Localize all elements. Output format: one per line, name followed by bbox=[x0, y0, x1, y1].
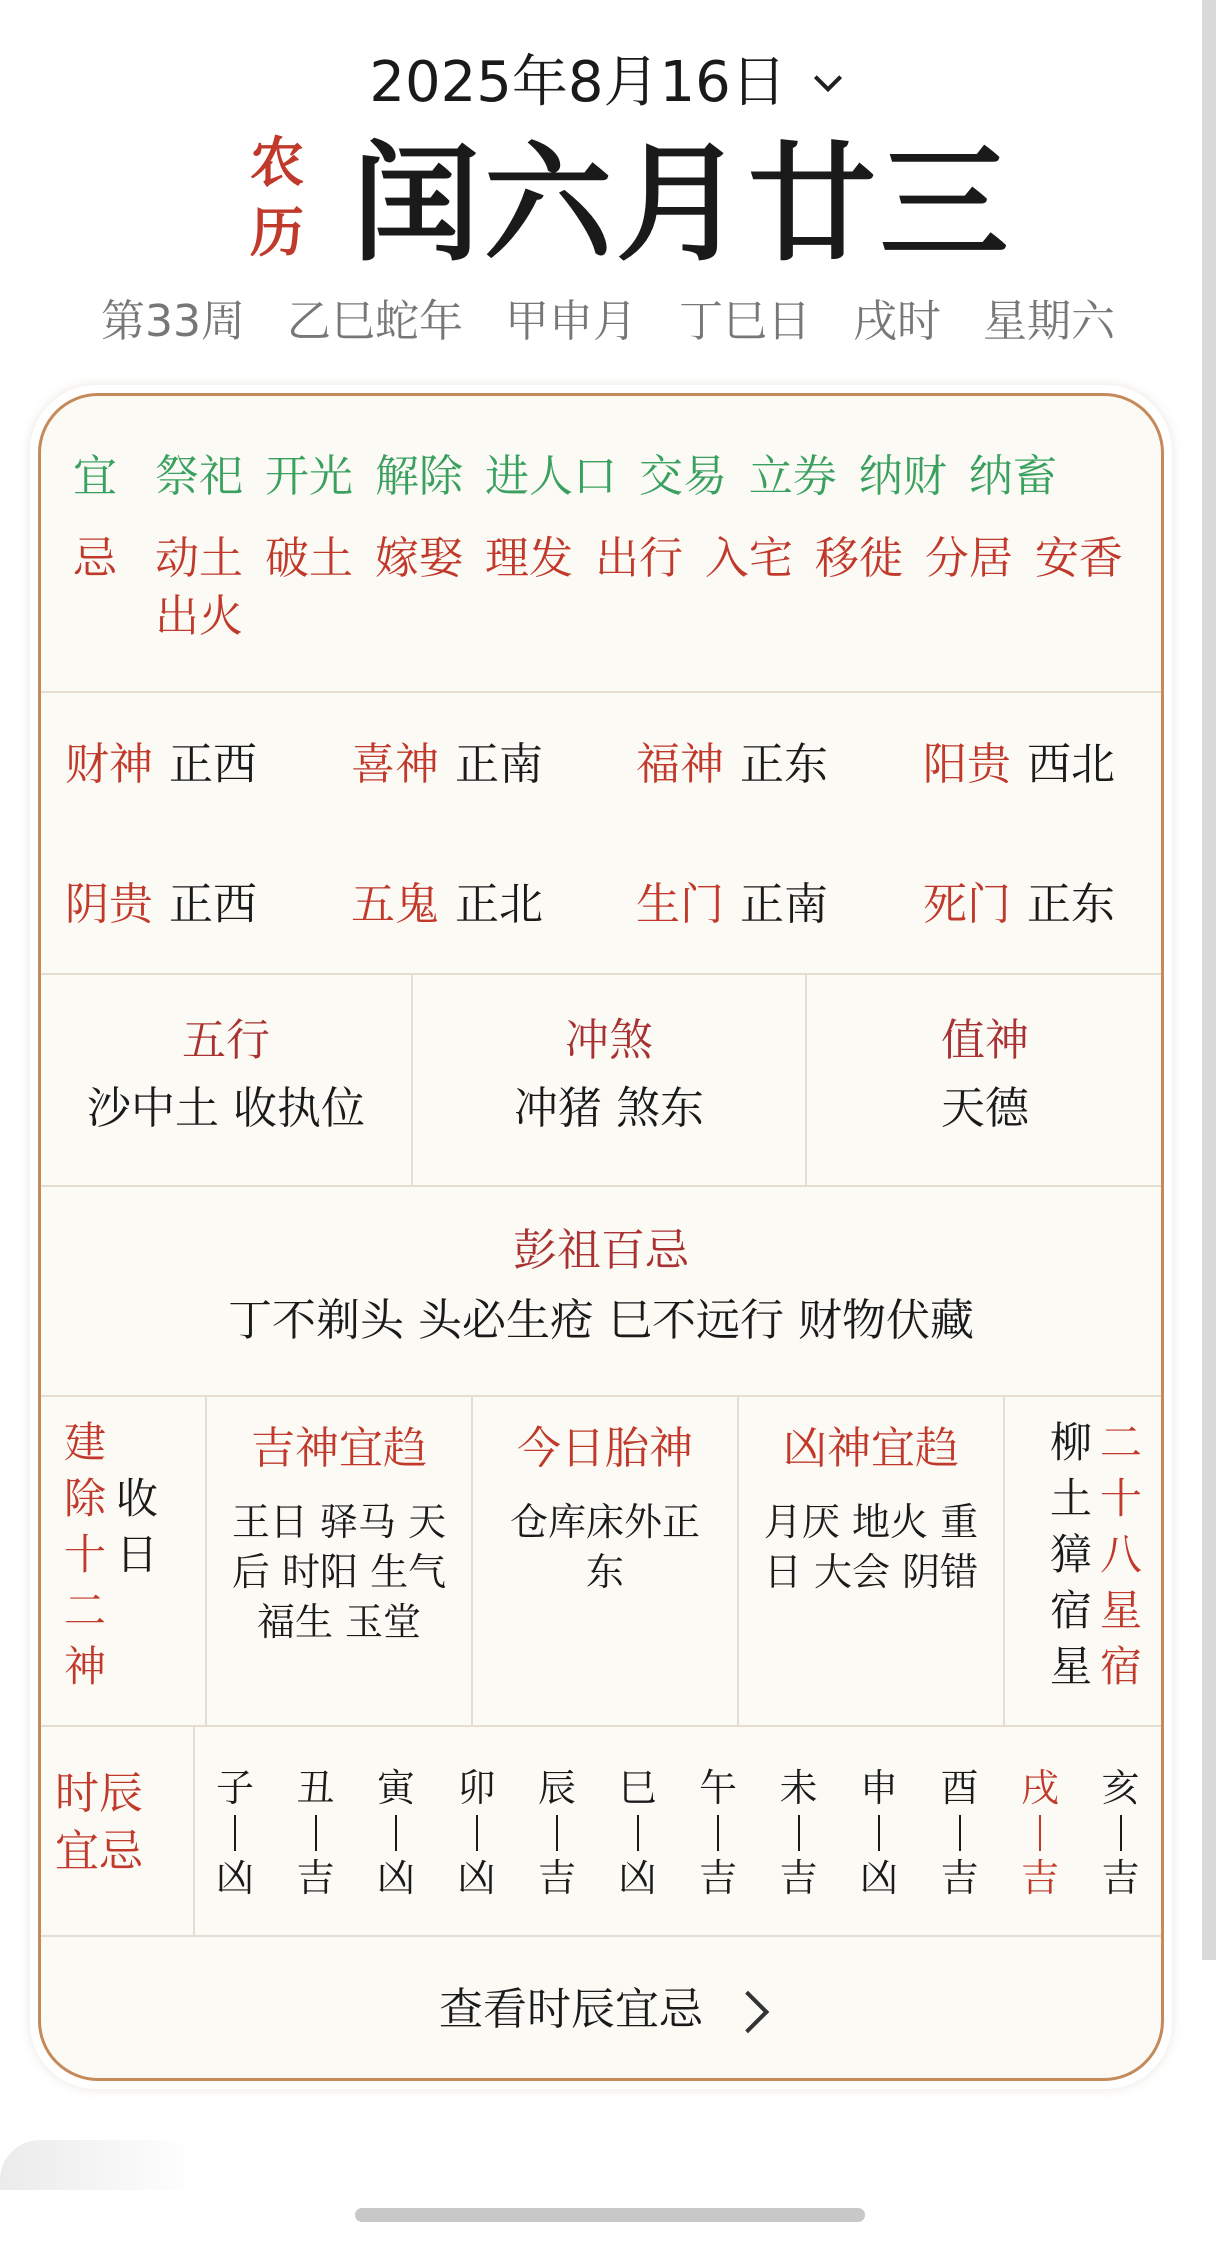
ganzhi-month: 甲申月 bbox=[505, 296, 637, 347]
hour-divider bbox=[556, 1815, 558, 1851]
hour-branch: 寅 bbox=[376, 1766, 415, 1810]
gods-directions bbox=[41, 691, 1161, 973]
god-item: 死门 正东 bbox=[923, 879, 1115, 930]
hour-divider bbox=[395, 1815, 397, 1851]
hour-result: 凶 bbox=[376, 1856, 415, 1900]
hour-branch: 子 bbox=[215, 1766, 254, 1810]
zhishen-cell: 值神 天德 bbox=[941, 1015, 1029, 1134]
hour-result: 凶 bbox=[457, 1856, 496, 1900]
hour-divider bbox=[315, 1815, 317, 1851]
shen-section bbox=[41, 1395, 1161, 1725]
hours-label: 时辰 宜忌 bbox=[55, 1768, 143, 1877]
god-item: 福神 正东 bbox=[636, 739, 828, 790]
chongsha-cell: 冲煞 冲猪 煞东 bbox=[514, 1015, 704, 1134]
hour-branch: 戌 bbox=[1020, 1766, 1059, 1810]
hour-item[interactable] bbox=[859, 1765, 899, 1901]
hour-divider bbox=[798, 1815, 800, 1851]
hour-divider bbox=[1120, 1815, 1122, 1851]
yi-text: 祭祀 开光 解除 进人口 交易 立券 纳财 纳畜 bbox=[155, 451, 1057, 502]
hour-item[interactable] bbox=[618, 1765, 658, 1901]
god-item: 阴贵 正西 bbox=[65, 879, 257, 930]
chevron-right-icon bbox=[727, 1991, 769, 2033]
hour-branch: 申 bbox=[859, 1766, 898, 1810]
hour-branch: 辰 bbox=[537, 1766, 576, 1810]
hour-result: 吉 bbox=[698, 1856, 737, 1900]
hour-result: 吉 bbox=[537, 1856, 576, 1900]
hour-item[interactable] bbox=[698, 1765, 738, 1901]
hour-item[interactable] bbox=[296, 1765, 336, 1901]
chevron-down-icon[interactable] bbox=[809, 64, 847, 102]
pengzu-title: 彭祖百忌 bbox=[513, 1225, 689, 1276]
hour-item[interactable] bbox=[537, 1765, 577, 1901]
hour-result: 吉 bbox=[1020, 1856, 1059, 1900]
hour-result: 吉 bbox=[296, 1856, 335, 1900]
date-selector[interactable] bbox=[0, 40, 1216, 123]
pengzu-text: 丁不剃头 头必生疮 巳不远行 财物伏藏 bbox=[228, 1295, 974, 1346]
almanac-card bbox=[38, 393, 1164, 2081]
hour-branch: 卯 bbox=[457, 1766, 496, 1810]
hour-divider bbox=[717, 1815, 719, 1851]
week-number: 第33周 bbox=[101, 296, 245, 347]
hour-branch: 午 bbox=[698, 1766, 737, 1810]
ganzhi-year: 乙巳蛇年 bbox=[287, 296, 463, 347]
hour-branch: 未 bbox=[779, 1766, 818, 1810]
date-info-row bbox=[0, 292, 1216, 352]
lunar-tag-char: 农 bbox=[250, 131, 304, 194]
hour-result: 凶 bbox=[618, 1856, 657, 1900]
xiongshen-cell: 凶神宜趋 月厌 地火 重日 大会 阴错 bbox=[763, 1423, 979, 1594]
hour-divider bbox=[234, 1815, 236, 1851]
hour-divider bbox=[1039, 1815, 1041, 1851]
jishen-cell: 吉神宜趋 王日 驿马 天后 时阳 生气 福生 玉堂 bbox=[231, 1423, 447, 1644]
yi-label: 宜 bbox=[73, 451, 117, 502]
hour-divider bbox=[637, 1815, 639, 1851]
hour-branch: 丑 bbox=[296, 1766, 335, 1810]
hour-item[interactable] bbox=[1020, 1765, 1060, 1901]
hour-divider bbox=[476, 1815, 478, 1851]
hour-result: 吉 bbox=[779, 1856, 818, 1900]
hour-item[interactable] bbox=[376, 1765, 416, 1901]
jianchu-value: 收 日 bbox=[115, 1474, 158, 1579]
hour-item[interactable] bbox=[1101, 1765, 1141, 1901]
xingxiu-label: 二 十 八 星 宿 bbox=[1099, 1418, 1142, 1691]
hour-result: 吉 bbox=[1101, 1856, 1140, 1900]
hour-item[interactable] bbox=[215, 1765, 255, 1901]
ganzhi-hour: 戌时 bbox=[853, 296, 941, 347]
hour-branch: 巳 bbox=[618, 1766, 657, 1810]
god-item: 阳贵 西北 bbox=[923, 739, 1115, 790]
hour-branch: 亥 bbox=[1101, 1766, 1140, 1810]
god-item: 生门 正南 bbox=[636, 879, 828, 930]
hour-result: 吉 bbox=[940, 1856, 979, 1900]
hours-section bbox=[41, 1725, 1161, 1935]
hour-item[interactable] bbox=[779, 1765, 819, 1901]
god-item: 五鬼 正北 bbox=[351, 879, 543, 930]
hour-divider bbox=[878, 1815, 880, 1851]
solar-date[interactable]: 2025年8月16日 bbox=[369, 49, 787, 115]
lunar-date: 闰六月廿三 bbox=[352, 130, 1013, 279]
taishen-cell: 今日胎神 仓库床外正东 bbox=[509, 1423, 700, 1594]
wuxing-chongsha-zhishen bbox=[41, 973, 1161, 1185]
god-item: 财神 正西 bbox=[65, 739, 257, 790]
hour-item[interactable] bbox=[457, 1765, 497, 1901]
hour-branch: 酉 bbox=[940, 1766, 979, 1810]
jianchu-label: 建 除 十 二 神 bbox=[63, 1418, 106, 1691]
hour-item[interactable] bbox=[940, 1765, 980, 1901]
hour-result: 凶 bbox=[859, 1856, 898, 1900]
ji-label: 忌 bbox=[73, 533, 117, 584]
ji-text: 动土 破土 嫁娶 理发 出行 入宅 移徙 分居 安香 出火 bbox=[155, 533, 1123, 642]
hour-result: 凶 bbox=[215, 1856, 254, 1900]
xingxiu-value: 柳 土 獐 宿 星 bbox=[1049, 1418, 1092, 1691]
hour-divider bbox=[959, 1815, 961, 1851]
pengzu-section bbox=[41, 1185, 1161, 1395]
view-hours-button[interactable] bbox=[41, 1935, 1161, 2081]
ganzhi-day: 丁巳日 bbox=[679, 296, 811, 347]
lunar-tag-char: 历 bbox=[250, 201, 304, 264]
god-item: 喜神 正南 bbox=[351, 739, 543, 790]
view-hours-label[interactable]: 查看时辰宜忌 bbox=[439, 1984, 703, 2035]
wuxing-cell: 五行 沙中土 收执位 bbox=[87, 1015, 365, 1134]
weekday: 星期六 bbox=[983, 296, 1115, 347]
home-indicator[interactable] bbox=[355, 2208, 865, 2222]
decorative-cloud bbox=[0, 2140, 200, 2190]
lunar-tag bbox=[250, 128, 310, 268]
